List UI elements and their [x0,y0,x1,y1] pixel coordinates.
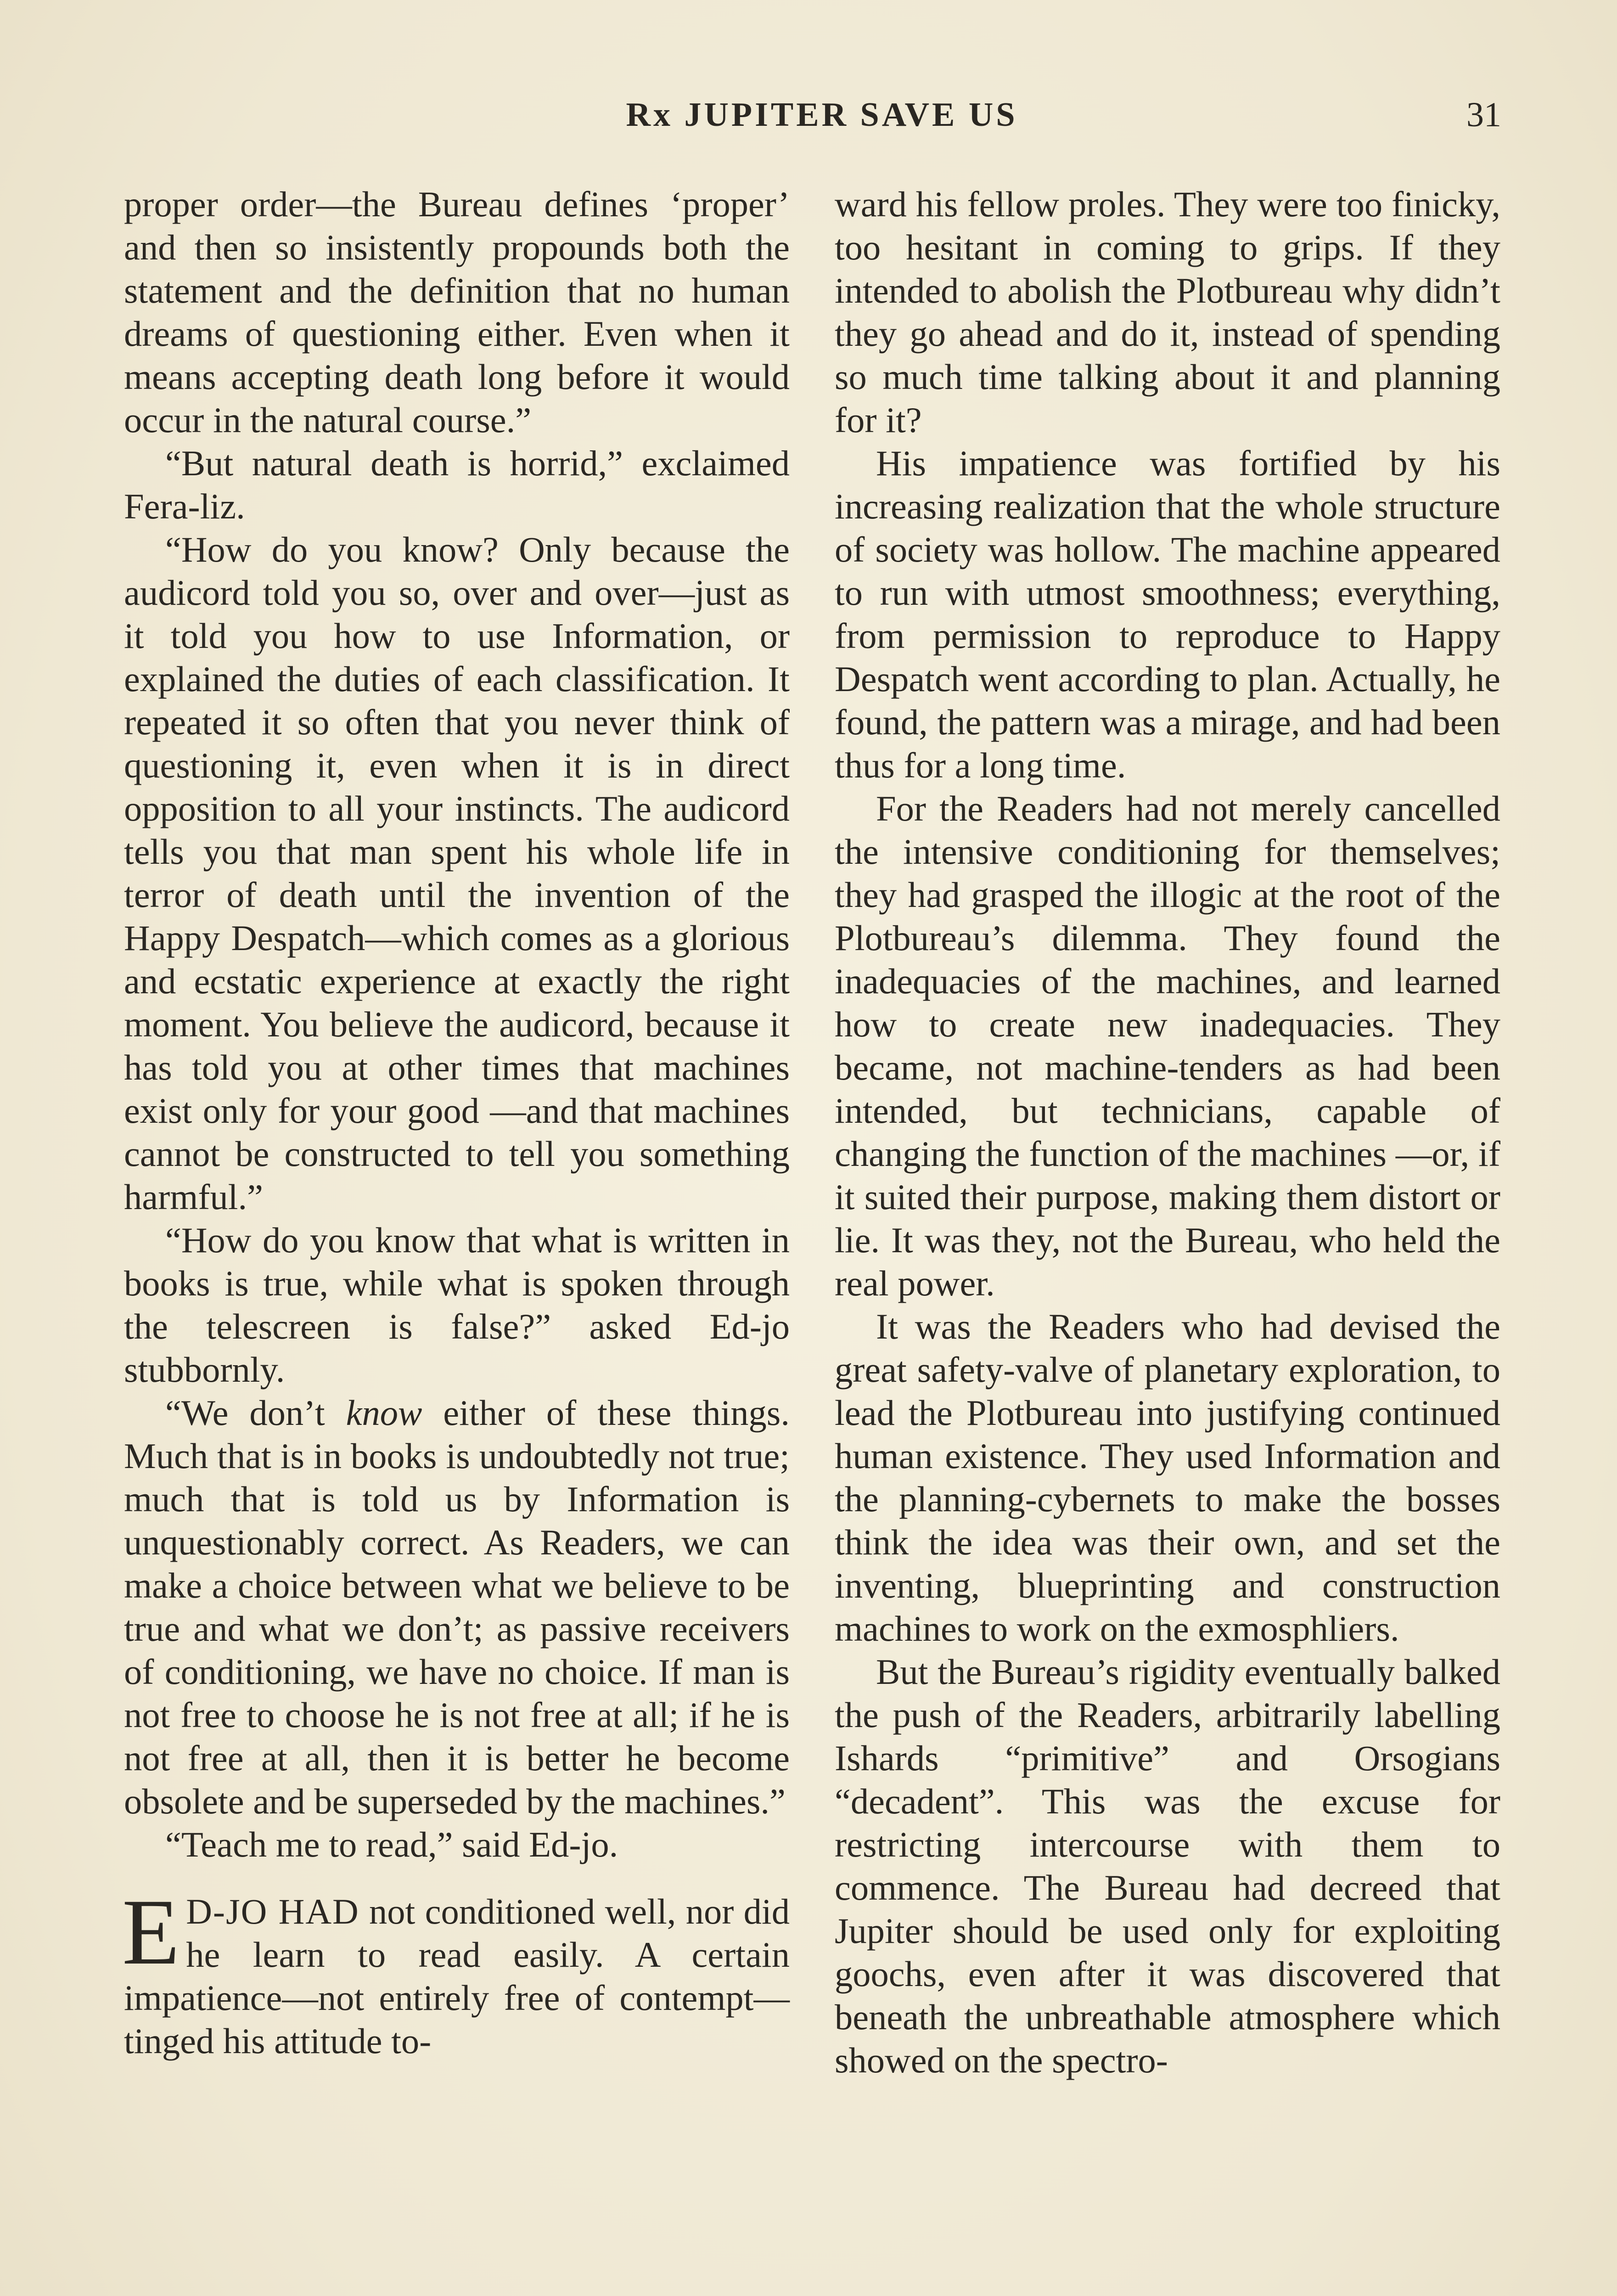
drop-cap: E [122,1880,180,1984]
paragraph-text: not conditioned well, nor did he learn to read easily. A certain impatience—not entirely free of contempt—tinged his attitude to- [124,1891,790,2061]
paragraph: “But natural death is horrid,” exclaimed Fera-liz. [124,443,790,526]
paragraph: “How do you know? Only because the audicord told you so, over and over—just as it told you how to use Information, or explained the duties of each classification. It repeated it so often that you never think of questioning it, even when it is in direct opposition to all your instincts. The audicord tells you that man spent his whole life in terror of death until the invention of the Happy Despatch—which comes as a glorious and ecstatic experience at exactly the right moment. You believe the audicord, because it has told you at other times that machines exist only for your good —and that machines cannot be constructed to tell you something harmful.” [124,529,790,1217]
emphasis-text: know [346,1393,422,1433]
section-lead-in: D-JO HAD [186,1891,359,1931]
paragraph: “Teach me to read,” said Ed-jo. [165,1824,618,1864]
running-header [0,90,1617,140]
section-opening-paragraph [122,1880,790,2063]
paragraph: ward his fellow proles. They were too finicky, too hesitant in coming to grips. If they intended to abolish the Plotbureau why didn’t they go ahead and do it, instead of spending so much time talking about it and planning for it? [835,184,1500,440]
paragraph [124,1391,790,1823]
running-title: Rx JUPITER SAVE US [626,96,1018,134]
paragraph: For the Readers had not merely cancelled the intensive conditioning for themselves; they had grasped the illogic at the root of the Plotbureau’s dilemma. They found the inadequacies of the machines, and learned how to create new inadequacies. They became, not machine-tenders as had been intended, but technicians, capable of changing the function of the machines —or, if it suited their purpose, making them distort or lie. It was they, not the Bureau, who held the real power. [835,788,1500,1303]
paragraph: proper order—the Bureau defines ‘proper’ and then so insistently propounds both the statement and the definition that no human dreams of questioning either. Even when it means accepting death long before it would occur in the natural course.” [124,184,790,440]
paragraph-text: “We don’t [165,1393,346,1433]
paragraph-text: either of these things. Much that is in books is undoubtedly not true; much that is told us by Information is unquestionably correct. As Readers, we can make a choice between what we believe to be true and what we don’t; as passive receivers of conditioning, we have no choice. If man is not free to choose he is not free at all; if he is not free at all, then it is better he become obsolete and be superseded by the machines.” [124,1393,790,1821]
page-number: 31 [1466,96,1501,134]
paragraph: It was the Readers who had devised the great safety-valve of planetary exploration, to lead the Plotbureau into justifying continued human existence. They used Information and the planning-cybernets to make the bosses think the idea was their own, and set the inventing, blueprinting and construction machines to work on the exmosphliers. [835,1306,1500,1649]
paragraph: His impatience was fortified by his increasing realization that the whole structure of society was hollow. The machine appeared to run with utmost smoothness; everything, from permission to reproduce to Happy Despatch went according to plan. Actually, he found, the pattern was a mirage, and had been thus for a long time. [835,443,1500,785]
left-column [124,183,790,2063]
right-column [835,183,1500,2082]
paragraph: “How do you know that what is written in books is true, while what is spoken through the telescreen is false?” asked Ed-jo stubbornly. [124,1220,790,1390]
paragraph: But the Bureau’s rigidity eventually balked the push of the Readers, arbitrarily labelling Ishards “primitive” and Orsogians “decadent”. This was the excuse for restricting intercourse with them to commence. The Bureau had decreed that Jupiter should be used only for exploiting goochs, even after it was discovered that beneath the unbreathable atmosphere which showed on the spectro- [835,1652,1500,2080]
